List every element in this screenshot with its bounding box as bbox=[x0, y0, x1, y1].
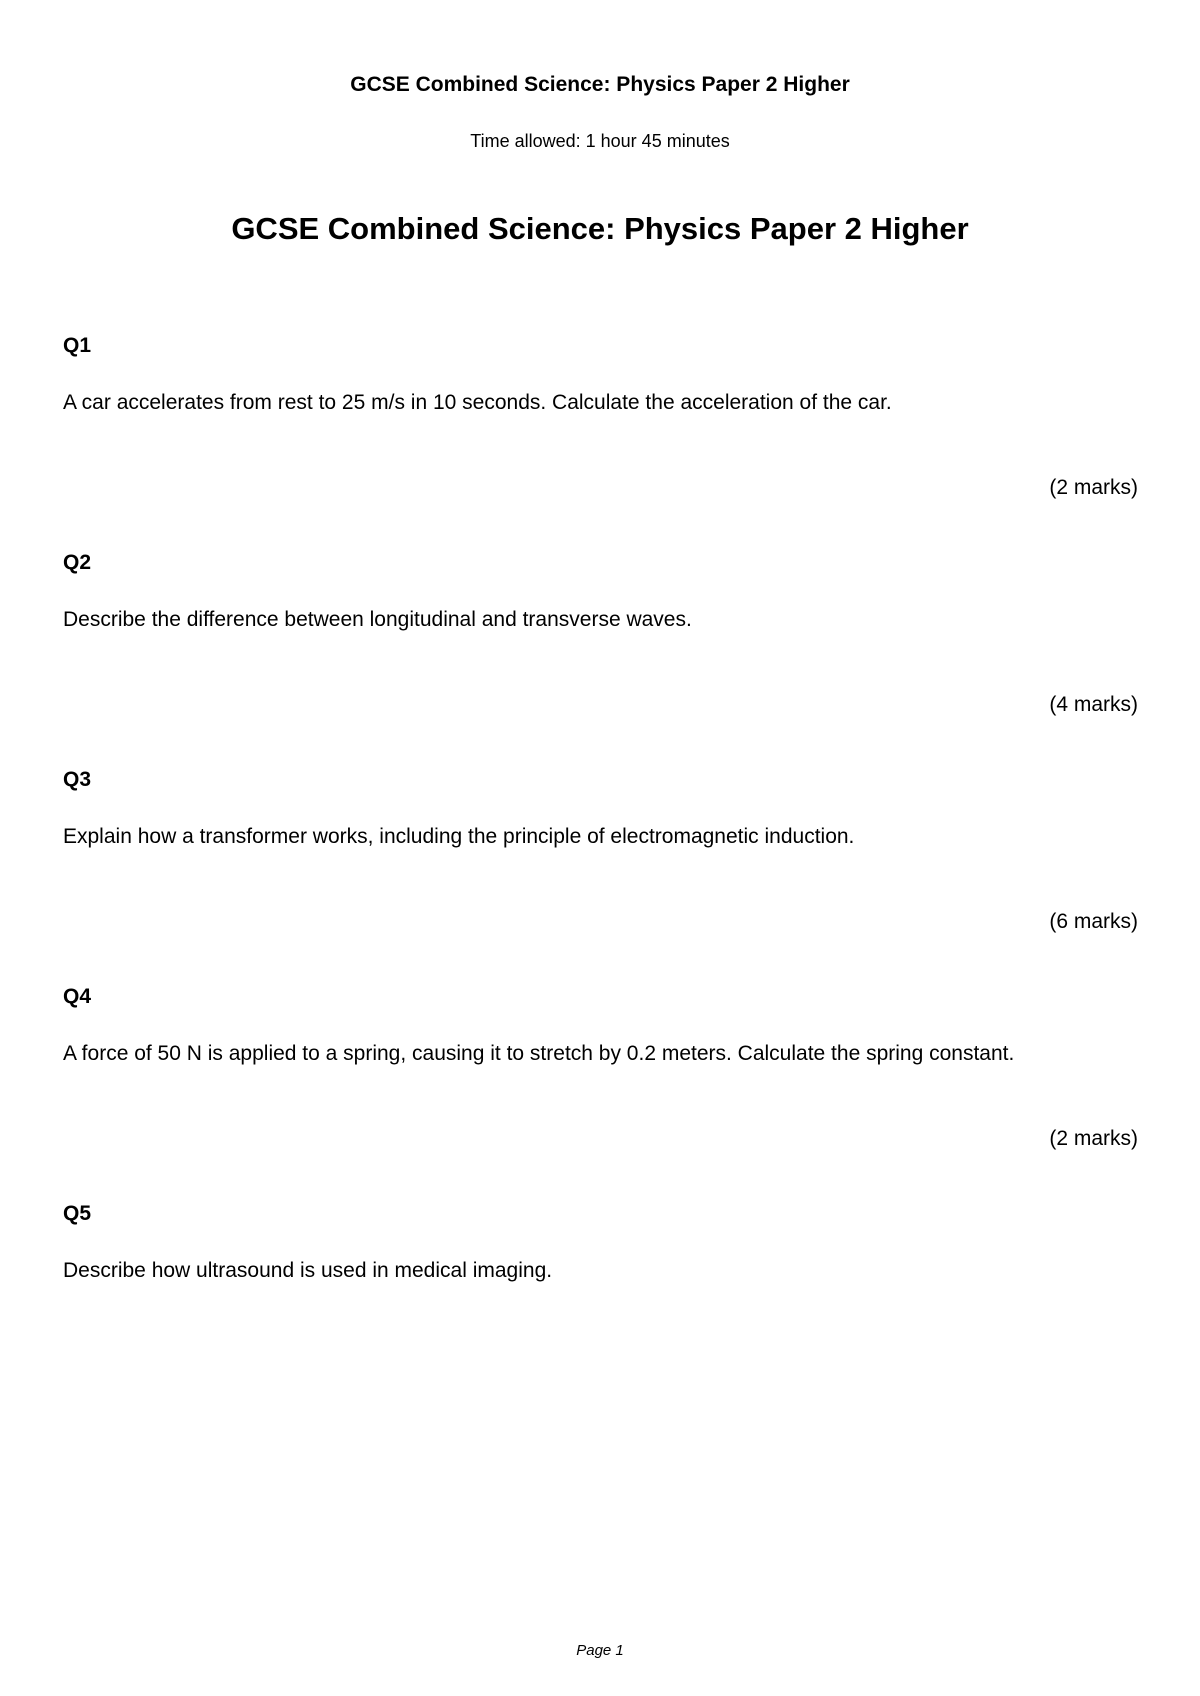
question-text: Explain how a transformer works, including the principle of electromagnetic induction. bbox=[63, 825, 855, 848]
question-number: Q5 bbox=[63, 1202, 92, 1225]
question-number: Q4 bbox=[63, 985, 92, 1008]
running-header-title: GCSE Combined Science: Physics Paper 2 Higher bbox=[350, 73, 850, 96]
question-number: Q2 bbox=[63, 551, 92, 574]
question-number: Q3 bbox=[63, 768, 92, 791]
question-marks: (4 marks) bbox=[1049, 693, 1138, 716]
time-allowed: Time allowed: 1 hour 45 minutes bbox=[470, 131, 730, 151]
question-text: A car accelerates from rest to 25 m/s in 10 seconds. Calculate the acceleration of the car. bbox=[63, 391, 892, 414]
question-text: Describe how ultrasound is used in medical imaging. bbox=[63, 1259, 553, 1282]
question-number: Q1 bbox=[63, 334, 92, 357]
question-4 bbox=[63, 984, 1138, 1152]
paper-title: GCSE Combined Science: Physics Paper 2 Higher bbox=[231, 211, 969, 246]
question-marks: (6 marks) bbox=[1049, 910, 1138, 933]
question-marks: (2 marks) bbox=[1049, 1127, 1138, 1150]
question-list bbox=[63, 333, 1138, 1348]
question-1 bbox=[63, 333, 1138, 501]
question-2 bbox=[63, 550, 1138, 718]
page-number: Page 1 bbox=[576, 1642, 624, 1659]
question-marks: (2 marks) bbox=[1049, 476, 1138, 499]
question-3 bbox=[63, 767, 1138, 935]
question-text: Describe the difference between longitudinal and transverse waves. bbox=[63, 608, 692, 631]
question-5 bbox=[63, 1201, 1138, 1299]
question-text: A force of 50 N is applied to a spring, causing it to stretch by 0.2 meters. Calculate the spring constant. bbox=[63, 1042, 1015, 1065]
